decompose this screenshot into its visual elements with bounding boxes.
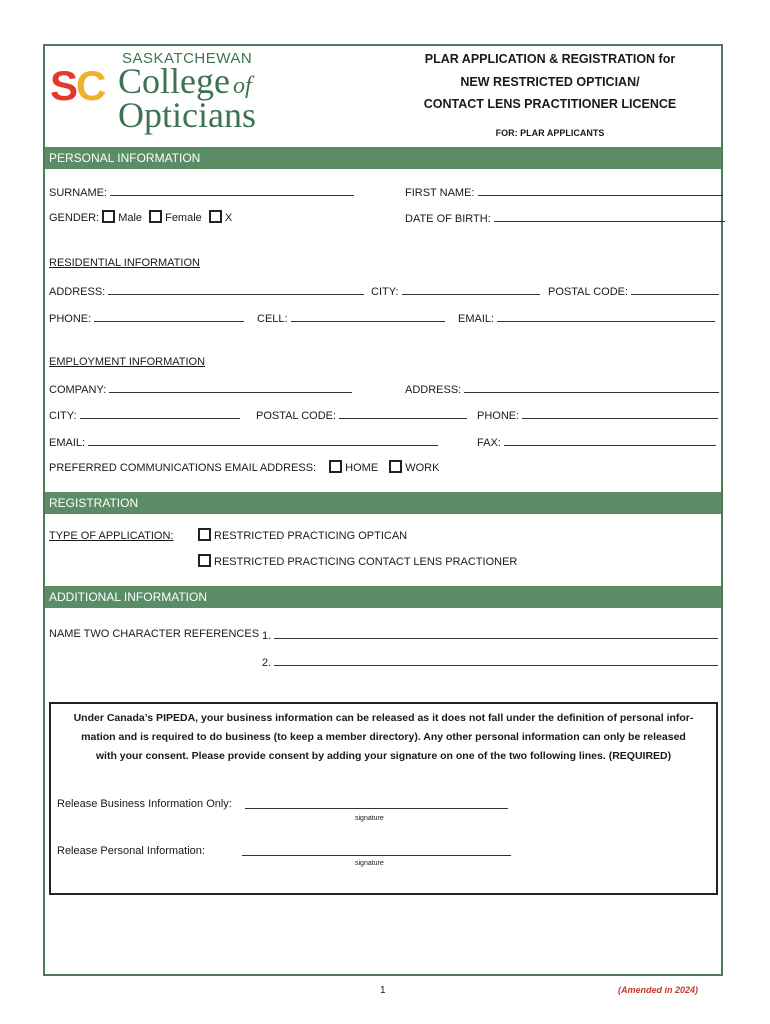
res-postal-field[interactable] [548, 283, 719, 299]
res-city-label: CITY: [371, 286, 399, 298]
form-title-line2: NEW RESTRICTED OPTICIAN/ [460, 75, 640, 89]
gender-male-label: Male [118, 212, 143, 224]
release-personal-label: Release Personal Information: [57, 845, 205, 857]
emp-fax-line [504, 434, 716, 446]
emp-fax-label: FAX: [477, 437, 501, 449]
gender-field [49, 210, 232, 225]
res-cell-line [291, 310, 445, 322]
emp-company-field[interactable] [49, 381, 352, 397]
reference-2-field[interactable] [262, 654, 718, 670]
emp-city-line [80, 407, 240, 419]
option-optician-checkbox[interactable] [198, 528, 211, 541]
res-city-field[interactable] [371, 283, 540, 299]
release-business-label: Release Business Information Only: [57, 798, 232, 810]
emp-email-label: EMAIL: [49, 437, 86, 449]
consent-text-line2: mation and is required to do business (to keep a member directory). Any other personal information can only be released [81, 731, 686, 743]
emp-address-line [464, 381, 719, 393]
pref-home-label: HOME [345, 462, 379, 474]
res-phone-line [94, 310, 244, 322]
res-phone-field[interactable] [49, 310, 244, 326]
emp-city-label: CITY: [49, 410, 77, 422]
consent-text-line3: with your consent. Please provide consent by adding your signature on one of the two following lines. (REQUIRED) [95, 750, 672, 762]
res-cell-field[interactable] [257, 310, 445, 326]
res-address-label: ADDRESS: [49, 286, 106, 298]
option-restricted-optician[interactable] [198, 528, 407, 543]
res-address-field[interactable] [49, 283, 364, 299]
res-address-line [108, 283, 364, 295]
section-personal-information: PERSONAL INFORMATION [45, 147, 721, 169]
res-email-field[interactable] [458, 310, 715, 326]
dob-label: DATE OF BIRTH: [405, 213, 491, 225]
emp-postal-label: POSTAL CODE: [256, 410, 337, 422]
res-phone-label: PHONE: [49, 313, 92, 325]
consent-text-line1: Under Canada’s PIPEDA, your business information can be released as it does not fall under the definition of personal infor- [73, 712, 694, 724]
form-subtitle: FOR: PLAR APPLICANTS [495, 128, 605, 138]
res-cell-label: CELL: [257, 313, 288, 325]
surname-line [110, 184, 354, 196]
emp-phone-line [522, 407, 718, 419]
reference-1-line [274, 627, 718, 639]
release-personal-signature-line[interactable] [242, 855, 511, 856]
option-optician-label: RESTRICTED PRACTICING OPTICAN [214, 530, 408, 542]
logo-of: of [232, 73, 252, 99]
pref-work-label: WORK [405, 462, 440, 474]
emp-postal-line [339, 407, 467, 419]
dob-field[interactable] [405, 210, 725, 226]
first-name-field[interactable] [405, 184, 723, 200]
emp-email-field[interactable] [49, 434, 438, 450]
emp-postal-field[interactable] [256, 407, 467, 423]
section-registration: REGISTRATION [45, 492, 721, 514]
reference-2-line [274, 654, 718, 666]
emp-phone-label: PHONE: [477, 410, 520, 422]
emp-city-field[interactable] [49, 407, 240, 423]
gender-x-checkbox[interactable] [209, 210, 222, 223]
reference-1-field[interactable] [262, 627, 718, 643]
emp-company-label: COMPANY: [49, 384, 107, 396]
surname-field[interactable] [49, 184, 354, 200]
emp-company-line [109, 381, 352, 393]
first-name-line [478, 184, 723, 196]
sc-logo-mark [50, 60, 120, 110]
amended-note: (Amended in 2024) [618, 985, 699, 995]
emp-address-field[interactable] [405, 381, 719, 397]
gender-female-label: Female [165, 212, 202, 224]
emp-fax-field[interactable] [477, 434, 716, 450]
reference-2-label: 2. [262, 657, 272, 669]
emp-address-label: ADDRESS: [405, 384, 462, 396]
res-email-label: EMAIL: [458, 313, 495, 325]
option-contact-lens-label: RESTRICTED PRACTICING CONTACT LENS PRACTIONER [214, 556, 518, 568]
employment-heading: EMPLOYMENT INFORMATION [49, 356, 206, 368]
page-number: 1 [380, 985, 386, 996]
dob-line [494, 210, 725, 222]
type-of-application-label: TYPE OF APPLICATION: [49, 530, 174, 542]
logo-mark-c: C [76, 62, 107, 109]
residential-heading: RESIDENTIAL INFORMATION [49, 257, 200, 269]
emp-phone-field[interactable] [477, 407, 718, 423]
gender-x-label: X [224, 212, 233, 224]
gender-male-checkbox[interactable] [102, 210, 115, 223]
signature-caption-1: signature [355, 815, 384, 822]
pref-email-label: PREFERRED COMMUNICATIONS EMAIL ADDRESS: [49, 462, 317, 474]
res-postal-label: POSTAL CODE: [548, 286, 629, 298]
option-contact-lens-checkbox[interactable] [198, 554, 211, 567]
res-city-line [402, 283, 540, 295]
res-postal-line [631, 283, 719, 295]
section-additional-information: ADDITIONAL INFORMATION [45, 586, 721, 608]
gender-label: GENDER: [49, 212, 100, 224]
first-name-label: FIRST NAME: [405, 187, 475, 199]
surname-label: SURNAME: [49, 187, 108, 199]
logo-mark-s: S [50, 62, 79, 109]
res-email-line [497, 310, 715, 322]
logo-opticians: Opticians [118, 95, 256, 135]
pref-home-checkbox[interactable] [329, 460, 342, 473]
pref-email-field [49, 460, 439, 475]
logo-saskatchewan: SASKATCHEWAN [122, 50, 253, 67]
release-business-signature-line[interactable] [245, 808, 508, 809]
pref-work-checkbox[interactable] [389, 460, 402, 473]
option-restricted-contact-lens[interactable] [198, 554, 517, 569]
gender-female-checkbox[interactable] [149, 210, 162, 223]
signature-caption-2: signature [355, 860, 384, 867]
reference-1-label: 1. [262, 630, 272, 642]
emp-email-line [88, 434, 438, 446]
form-title-line1: PLAR APPLICATION & REGISTRATION for [424, 52, 676, 66]
logo-college-word: College [118, 61, 230, 101]
form-title-line3: CONTACT LENS PRACTITIONER LICENCE [423, 97, 677, 111]
college-logo [50, 50, 280, 140]
references-label: NAME TWO CHARACTER REFERENCES [49, 628, 260, 640]
